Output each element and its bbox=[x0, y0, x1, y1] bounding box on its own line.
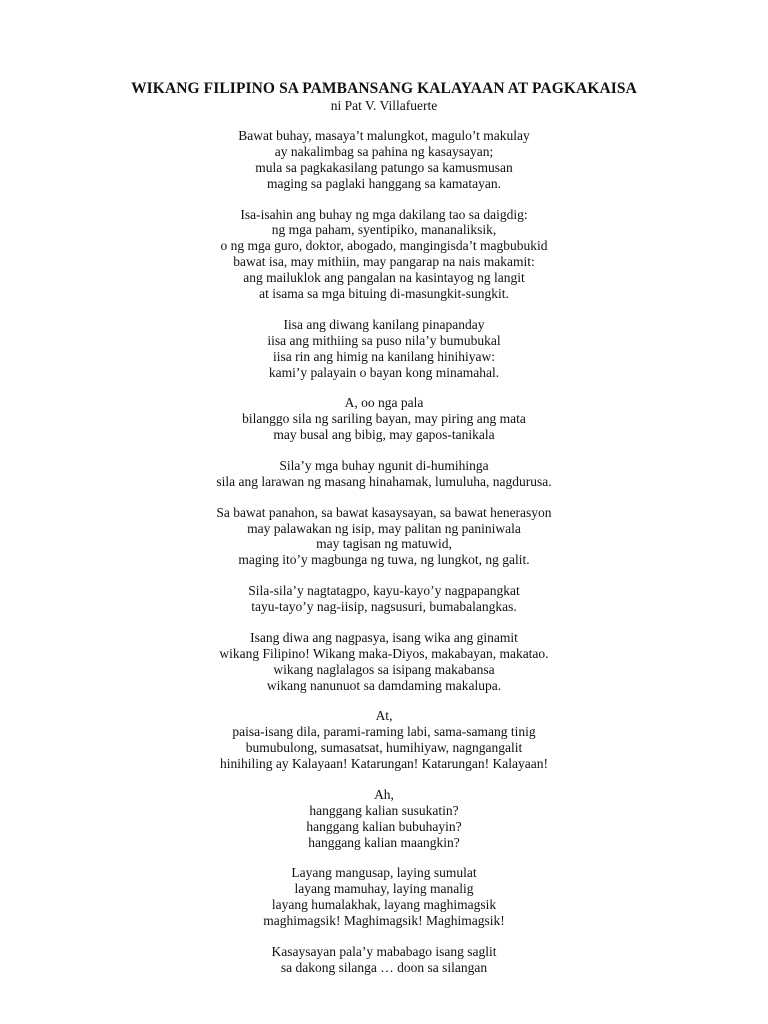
poem-line: Sila’y mga buhay ngunit di-humihinga bbox=[279, 457, 489, 473]
poem-stanza bbox=[0, 787, 768, 851]
poem-stanza bbox=[0, 708, 768, 772]
poem-title: WIKANG FILIPINO SA PAMBANSANG KALAYAAN AT PAGKAKAISA bbox=[131, 80, 637, 97]
poem-line: may palawakan ng isip, may palitan ng paniniwala bbox=[247, 520, 521, 536]
poem-line: bawat isa, may mithiin, may pangarap na nais makamit: bbox=[233, 254, 535, 270]
poem-line: At, bbox=[375, 708, 393, 724]
poem-line: sa dakong silanga … doon sa silangan bbox=[280, 959, 488, 975]
poem-line: Sila-sila’y nagtatagpo, kayu-kayo’y nagpapangkat bbox=[248, 583, 520, 599]
poem-body bbox=[0, 128, 768, 976]
poem-line: tayu-tayo’y nag-iisip, nagsusuri, bumabalangkas. bbox=[251, 599, 517, 615]
poem-stanza bbox=[0, 207, 768, 302]
poem-stanza bbox=[0, 128, 768, 192]
poem-line: Isang diwa ang nagpasya, isang wika ang ginamit bbox=[250, 629, 518, 645]
poem-line: Layang mangusap, laying sumulat bbox=[291, 865, 477, 881]
poem-stanza bbox=[0, 317, 768, 381]
poem-line: Ah, bbox=[374, 786, 394, 802]
poem-stanza bbox=[0, 505, 768, 569]
poem-line: may tagisan ng matuwid, bbox=[316, 536, 452, 552]
poem-line: layang mamuhay, laying manalig bbox=[294, 881, 474, 897]
poem-line: kami’y palayain o bayan kong minamahal. bbox=[268, 364, 500, 380]
poem-line: ang mailuklok ang pangalan na kasintayog ng langit bbox=[243, 270, 525, 286]
poem-line: Iisa ang diwang kanilang pinapanday bbox=[283, 316, 485, 332]
poem-line: mula sa pagkakasilang patungo sa kamusmusan bbox=[255, 159, 513, 175]
poem-line: hanggang kalian maangkin? bbox=[308, 834, 460, 850]
poem-author: ni Pat V. Villafuerte bbox=[330, 98, 438, 113]
poem-line: bilanggo sila ng sariling bayan, may piring ang mata bbox=[242, 411, 526, 427]
poem-line: bumubulong, sumasatsat, humihiyaw, nagngangalit bbox=[245, 740, 523, 756]
poem-line: Kasaysayan pala’y mababago isang saglit bbox=[271, 943, 497, 959]
poem-stanza bbox=[0, 865, 768, 929]
poem-line: at isama sa mga bituing di-masungkit-sungkit. bbox=[259, 286, 509, 302]
poem-line: may busal ang bibig, may gapos-tanikala bbox=[273, 427, 495, 443]
poem-line: hanggang kalian susukatin? bbox=[309, 802, 459, 818]
poem-stanza bbox=[0, 458, 768, 490]
poem-stanza bbox=[0, 944, 768, 976]
poem-line: maging ito’y magbunga ng tuwa, ng lungkot, ng galit. bbox=[238, 552, 530, 568]
poem-line: hanggang kalian bubuhayin? bbox=[306, 818, 462, 834]
poem-line: iisa rin ang himig na kanilang hinihiyaw: bbox=[273, 348, 495, 364]
poem-line: layang humalakhak, layang maghimagsik bbox=[271, 897, 497, 913]
poem-line: iisa ang mithiing sa puso nila’y bumubukal bbox=[267, 332, 501, 348]
poem-line: Isa-isahin ang buhay ng mga dakilang tao sa daigdig: bbox=[240, 206, 528, 222]
poem-stanza bbox=[0, 395, 768, 443]
poem-line: ng mga paham, syentipiko, mananaliksik, bbox=[271, 222, 497, 238]
poem-line: paisa-isang dila, parami-raming labi, sama-samang tinig bbox=[232, 724, 536, 740]
poem-line: wikang naglalagos sa isipang makabansa bbox=[273, 661, 495, 677]
poem-line: Sa bawat panahon, sa bawat kasaysayan, sa bawat henerasyon bbox=[216, 504, 552, 520]
poem-line: wikang Filipino! Wikang maka-Diyos, makabayan, makatao. bbox=[219, 645, 549, 661]
poem-stanza bbox=[0, 630, 768, 694]
poem-line: sila ang larawan ng masang hinahamak, lumuluha, nagdurusa. bbox=[216, 473, 552, 489]
poem-line: maging sa paglaki hanggang sa kamatayan. bbox=[267, 175, 501, 191]
poem-line: hinihiling ay Kalayaan! Katarungan! Katarungan! Kalayaan! bbox=[220, 756, 548, 772]
poem-stanza bbox=[0, 583, 768, 615]
poem-line: Bawat buhay, masaya’t malungkot, magulo’t makulay bbox=[238, 128, 530, 143]
poem-line: ay nakalimbag sa pahina ng kasaysayan; bbox=[274, 143, 494, 159]
poem-line: o ng mga guro, doktor, abogado, mangingisda’t magbubukid bbox=[220, 238, 548, 254]
poem-line: A, oo nga pala bbox=[344, 395, 424, 411]
poem-line: wikang nanunuot sa damdaming makalupa. bbox=[266, 677, 502, 693]
poem-line: maghimagsik! Maghimagsik! Maghimagsik! bbox=[263, 913, 505, 929]
